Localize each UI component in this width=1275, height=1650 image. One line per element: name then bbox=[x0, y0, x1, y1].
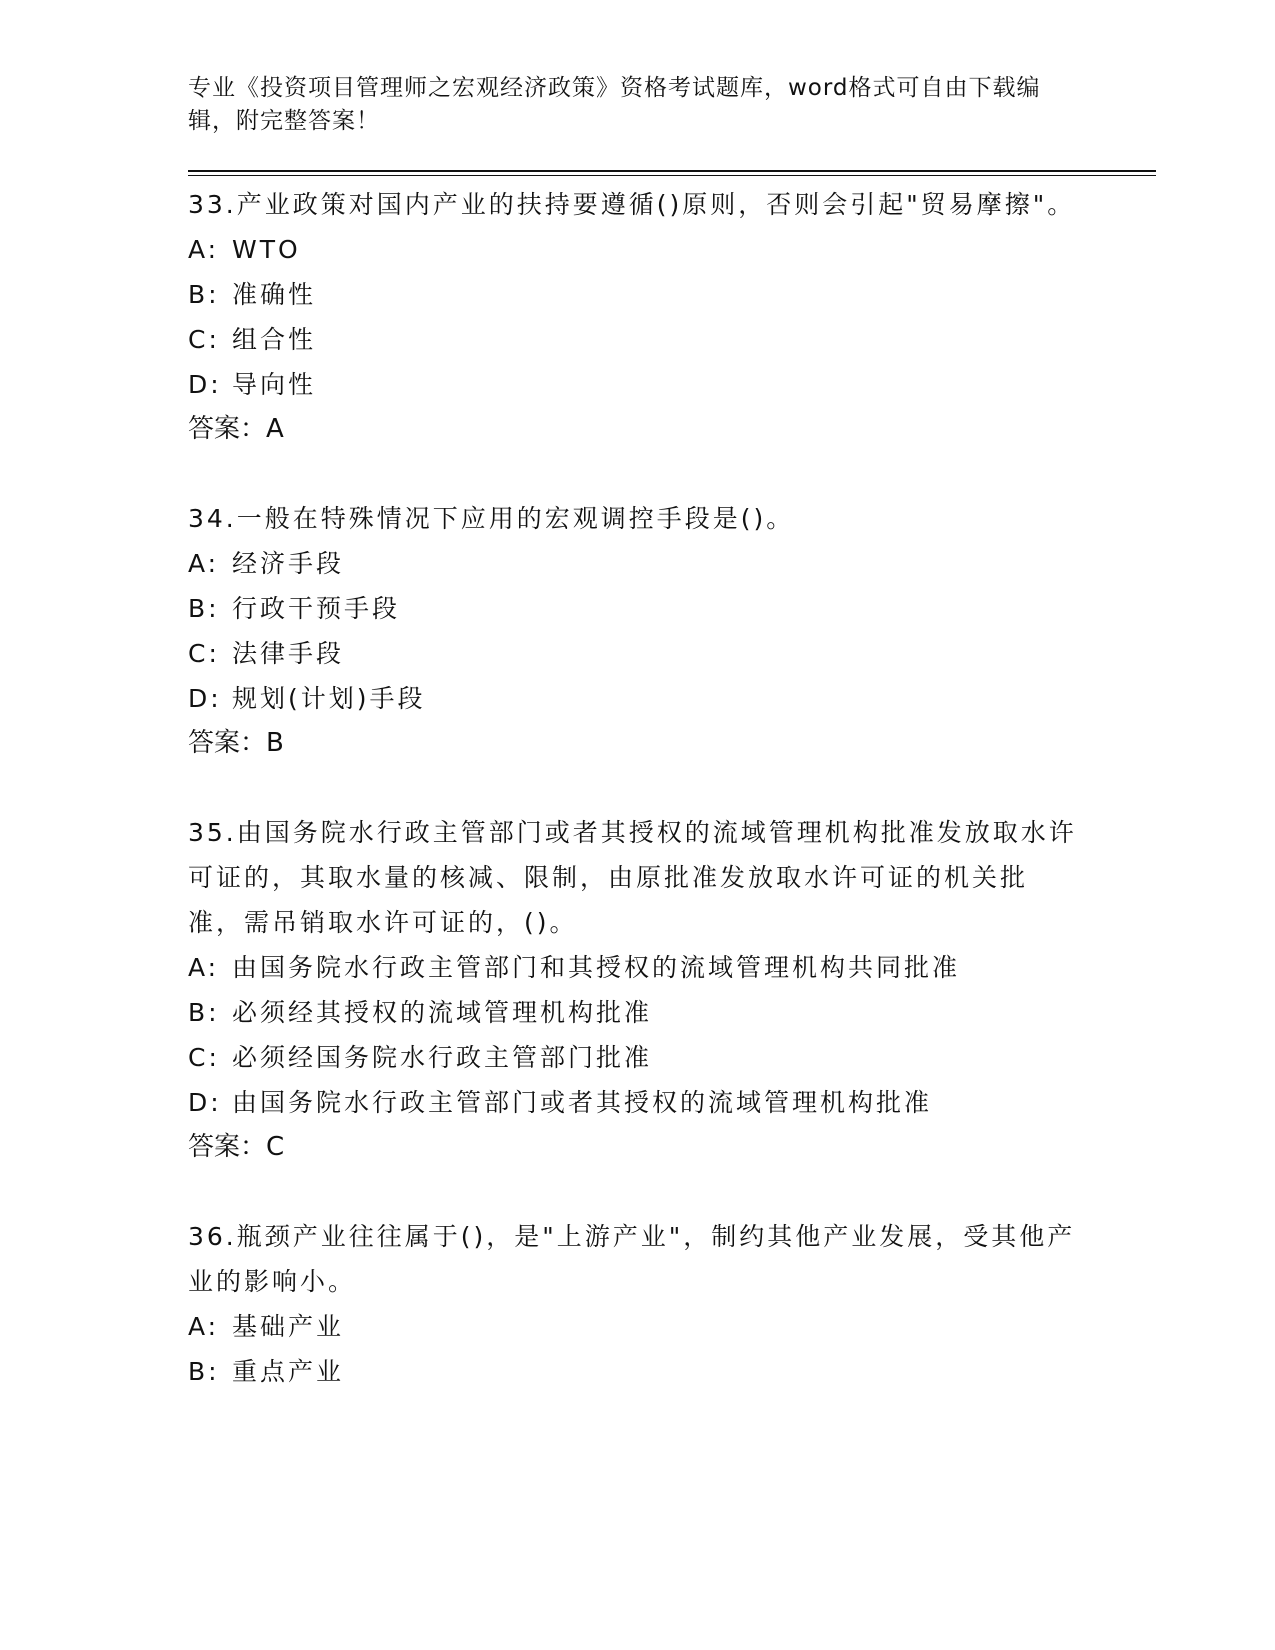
question-stem: 35.由国务院水行政主管部门或者其授权的流域管理机构批准发放取水许可证的，其取水量的核减、限制，由原批准发放取水许可证的机关批准，需吊销取水许可证的，()。 bbox=[188, 818, 1077, 937]
option-c bbox=[188, 317, 1158, 362]
option-b bbox=[188, 1349, 1158, 1394]
option-text: 重点产业 bbox=[232, 1357, 345, 1386]
question-33 bbox=[188, 182, 1158, 452]
option-text: 由国务院水行政主管部门和其授权的流域管理机构共同批准 bbox=[232, 953, 961, 982]
option-a bbox=[188, 541, 1158, 586]
option-letter: A: bbox=[188, 235, 220, 264]
option-text: 规划(计划)手段 bbox=[232, 684, 426, 713]
option-text: 基础产业 bbox=[232, 1312, 345, 1341]
option-d bbox=[188, 362, 1158, 407]
document-page bbox=[188, 72, 1158, 1438]
question-35 bbox=[188, 810, 1158, 1170]
document-header: 专业《投资项目管理师之宏观经济政策》资格考试题库，word格式可自由下载编辑，附完整答案！ bbox=[188, 75, 1041, 134]
question-34 bbox=[188, 496, 1158, 766]
answer: 答案：B bbox=[188, 728, 284, 758]
question-36 bbox=[188, 1214, 1158, 1394]
answer: 答案：C bbox=[188, 1132, 285, 1162]
option-b bbox=[188, 586, 1158, 631]
option-letter: C: bbox=[188, 1043, 220, 1072]
option-text: 组合性 bbox=[232, 325, 317, 354]
option-c bbox=[188, 1035, 1158, 1080]
option-text: 必须经其授权的流域管理机构批准 bbox=[232, 998, 653, 1027]
option-b bbox=[188, 990, 1158, 1035]
option-letter: C: bbox=[188, 325, 220, 354]
option-letter: B: bbox=[188, 280, 220, 309]
question-list bbox=[188, 182, 1158, 1394]
option-c bbox=[188, 631, 1158, 676]
option-d bbox=[188, 676, 1158, 721]
option-text: 准确性 bbox=[232, 280, 317, 309]
option-letter: D: bbox=[188, 684, 222, 713]
option-b bbox=[188, 272, 1158, 317]
option-text: 必须经国务院水行政主管部门批准 bbox=[232, 1043, 653, 1072]
question-stem: 33.产业政策对国内产业的扶持要遵循()原则，否则会引起"贸易摩擦"。 bbox=[188, 190, 1076, 219]
option-text: 经济手段 bbox=[232, 549, 345, 578]
option-letter: A: bbox=[188, 953, 220, 982]
option-letter: B: bbox=[188, 1357, 220, 1386]
option-letter: B: bbox=[188, 998, 220, 1027]
option-a bbox=[188, 227, 1158, 272]
option-text: 导向性 bbox=[232, 370, 317, 399]
option-text: WTO bbox=[232, 235, 301, 264]
answer: 答案：A bbox=[188, 414, 284, 444]
option-text: 行政干预手段 bbox=[232, 594, 401, 623]
header-divider bbox=[188, 170, 1156, 176]
option-letter: A: bbox=[188, 1312, 220, 1341]
option-letter: D: bbox=[188, 370, 222, 399]
option-letter: A: bbox=[188, 549, 220, 578]
question-stem: 34.一般在特殊情况下应用的宏观调控手段是()。 bbox=[188, 504, 795, 533]
option-a bbox=[188, 945, 1158, 990]
option-letter: C: bbox=[188, 639, 220, 668]
option-text: 由国务院水行政主管部门或者其授权的流域管理机构批准 bbox=[232, 1088, 933, 1117]
question-stem: 36.瓶颈产业往往属于()，是"上游产业"，制约其他产业发展，受其他产业的影响小。 bbox=[188, 1222, 1076, 1296]
option-d bbox=[188, 1080, 1158, 1125]
option-text: 法律手段 bbox=[232, 639, 345, 668]
option-letter: B: bbox=[188, 594, 220, 623]
option-letter: D: bbox=[188, 1088, 222, 1117]
option-a bbox=[188, 1304, 1158, 1349]
